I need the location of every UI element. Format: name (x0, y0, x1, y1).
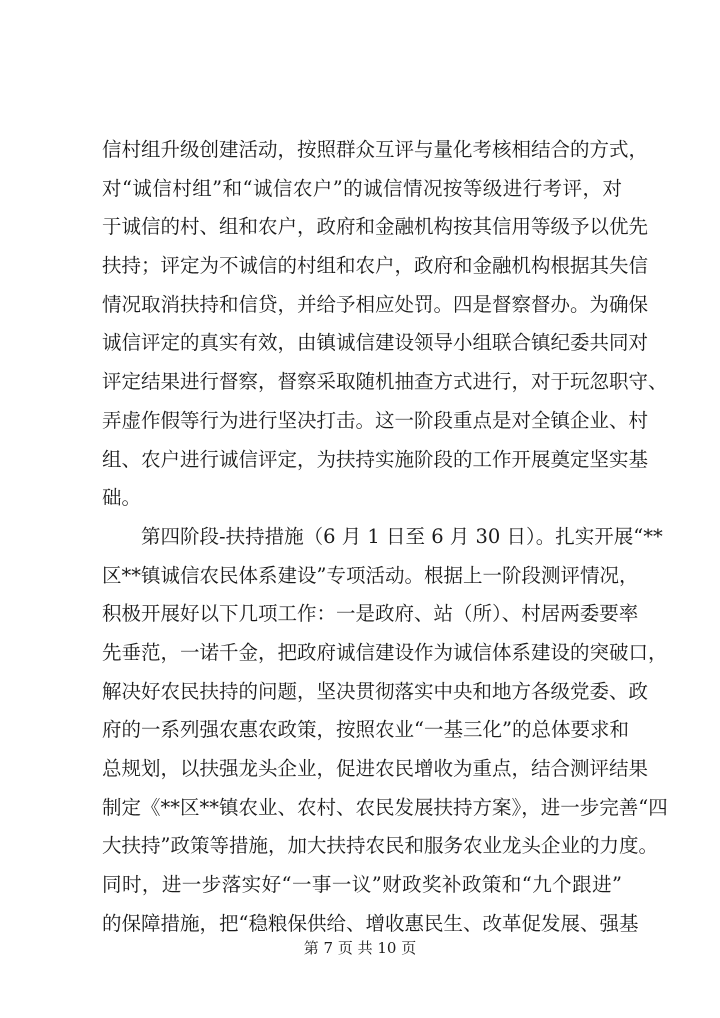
text-line: 区**镇诚信农民体系建设”专项活动。根据上一阶段测评情况， (102, 564, 639, 587)
text-line: 诚信评定的真实有效，由镇诚信建设领导小组联合镇纪委共同对 (102, 331, 649, 354)
text-line: 同时，进一步落实好“一事一议”财政奖补政策和“九个跟进” (102, 873, 622, 896)
text-line: 先垂范，一诺千金，把政府诚信建设作为诚信体系建设的突破口， (102, 641, 668, 664)
text-line: 情况取消扶持和信贷，并给予相应处罚。四是督察督办。为确保 (102, 293, 649, 316)
text-line: 府的一系列强农惠农政策，按照农业“一基三化”的总体要求和 (102, 718, 629, 741)
page-number-footer: 第 7 页 共 10 页 (303, 939, 417, 957)
text-line: 扶持；评定为不诚信的村组和农户，政府和金融机构根据其失信 (102, 254, 649, 277)
text-line: 于诚信的村、组和农户，政府和金融机构按其信用等级予以优先 (102, 215, 649, 238)
paragraph-first-line: 第四阶段-扶持措施（6 月 1 日至 6 月 30 日）。扎实开展“** (141, 525, 663, 548)
text-line: 信村组升级创建活动，按照群众互评与量化考核相结合的方式， (102, 138, 649, 161)
text-line: 大扶持”政策等措施，加大扶持农民和服务农业龙头企业的力度。 (102, 834, 658, 857)
text-line: 础。 (102, 486, 142, 509)
text-line: 组、农户进行诚信评定，为扶持实施阶段的工作开展奠定坚实基 (102, 448, 649, 471)
text-line: 总规划，以扶强龙头企业，促进农民增收为重点，结合测评结果 (102, 757, 649, 780)
text-line: 解决好农民扶持的问题，坚决贯彻落实中央和地方各级党委、政 (102, 680, 649, 703)
text-line: 评定结果进行督察，督察采取随机抽查方式进行，对于玩忽职守、 (102, 370, 668, 393)
text-line: 的保障措施，把“稳粮保供给、增收惠民生、改革促发展、强基 (102, 912, 639, 935)
text-line: 制定《**区**镇农业、农村、农民发展扶持方案》，进一步完善“四 (102, 796, 668, 819)
text-line: 弄虚作假等行为进行坚决打击。这一阶段重点是对全镇企业、村 (102, 409, 649, 432)
text-line: 对“诚信村组”和“诚信农户”的诚信情况按等级进行考评，对 (102, 177, 622, 200)
text-line: 积极开展好以下几项工作：一是政府、站（所）、村居两委要率 (102, 602, 639, 625)
